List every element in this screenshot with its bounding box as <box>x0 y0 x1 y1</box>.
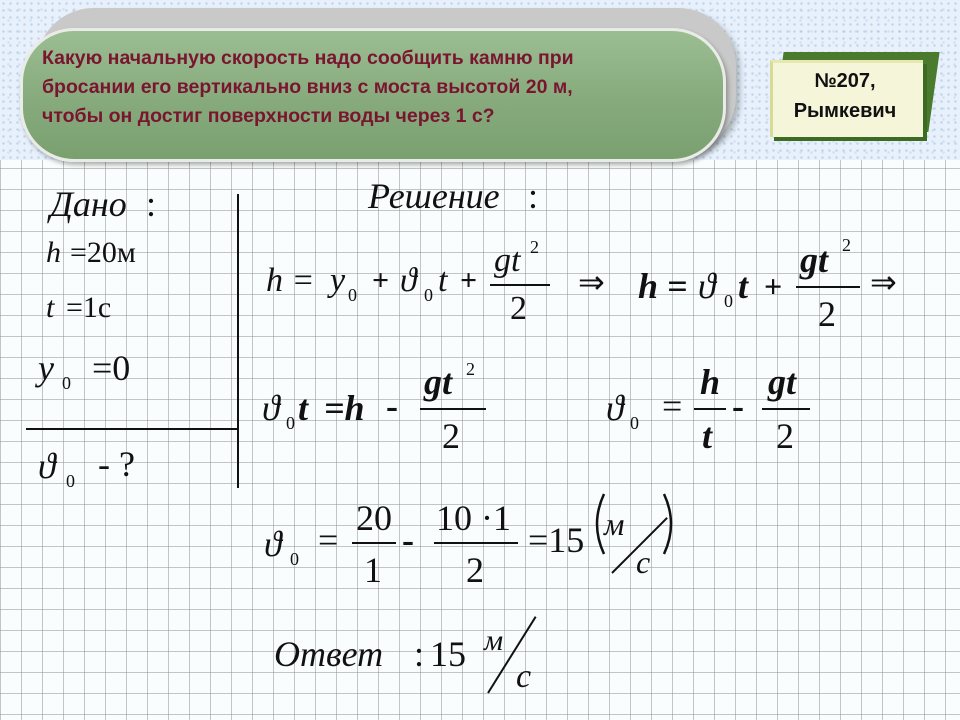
eq5-velocity-sub: 0 <box>290 549 299 569</box>
answer-unit-den: с <box>516 658 532 695</box>
eq1-y-sub: 0 <box>348 285 357 305</box>
eq2-frac-num-exp: 2 <box>842 235 851 255</box>
eq5-equals: = <box>318 520 339 560</box>
eq5-frac1-num: 20 <box>356 498 392 538</box>
eq2-implies: ⇒ <box>870 264 897 300</box>
eq1-lhs: h = <box>266 262 315 299</box>
problem-text: Какую начальную скорость надо сообщить камню при бросании его вертикально вниз с моста высотой 20 м, чтобы он достиг поверхности воды через 1 с? <box>42 47 574 127</box>
eq5-fraction-bar-2 <box>434 542 518 544</box>
eq5-result: =15 <box>528 520 585 560</box>
eq3-frac-num: gt <box>424 362 453 402</box>
eq1-plus-2: + <box>460 264 478 297</box>
eq1-plus-1: + <box>372 264 390 297</box>
given-divider-vertical <box>237 194 239 488</box>
eq4-frac1-num: h <box>700 362 721 402</box>
eq1-velocity: ϑ <box>400 262 417 299</box>
eq2-t: t <box>738 266 749 306</box>
eq4-frac2-num: gt <box>768 362 797 402</box>
eq3-fraction-bar <box>420 408 486 410</box>
given-h-var: h <box>46 236 61 269</box>
eq4-frac2-den: 2 <box>776 416 794 456</box>
given-h-value: =20м <box>70 236 136 269</box>
eq4-velocity: ϑ <box>606 388 624 428</box>
answer-colon: : <box>414 634 425 674</box>
eq3-frac-den: 2 <box>442 416 460 456</box>
solution-heading: Решение <box>368 176 500 216</box>
given-heading: Дано <box>50 184 127 224</box>
given-unknown-mark: - ? <box>98 444 135 484</box>
eq3-velocity-sub: 0 <box>286 413 295 433</box>
eq4-minus: - <box>732 386 744 426</box>
eq3-t: t <box>298 388 309 428</box>
given-divider-horizontal <box>26 428 237 430</box>
eq2-plus: + <box>764 268 783 304</box>
given-unknown-var: ϑ <box>38 446 56 486</box>
given-y-value: =0 <box>92 348 131 388</box>
eq2-lhs: h = <box>638 266 688 306</box>
given-t-var: t <box>46 291 55 324</box>
given-heading-colon: : <box>146 184 157 224</box>
eq4-frac1-den: t <box>702 416 713 456</box>
eq1-frac-den: 2 <box>510 290 527 327</box>
eq5-frac1-den: 1 <box>364 550 382 590</box>
eq2-velocity-sub: 0 <box>724 291 733 311</box>
given-y-var: y <box>38 348 54 388</box>
given-y-sub: 0 <box>62 373 71 393</box>
eq1-velocity-sub: 0 <box>424 285 433 305</box>
eq3-minus: - <box>386 386 398 426</box>
eq3-rhs: =h <box>324 388 365 428</box>
eq2-frac-num: gt <box>800 240 829 280</box>
eq5-unit-den: с <box>636 544 651 580</box>
eq1-implies: ⇒ <box>578 264 605 300</box>
given-unknown-sub: 0 <box>66 471 75 491</box>
eq5-unit-num: м <box>604 506 625 542</box>
eq5-unit-right-paren <box>660 492 680 556</box>
source-label: №207, Рымкевич <box>793 70 897 122</box>
eq5-velocity: ϑ <box>264 524 282 564</box>
eq3-frac-num-exp: 2 <box>466 359 475 379</box>
eq1-t: t <box>438 262 448 299</box>
eq5-frac2-num: 10 ·1 <box>436 498 511 538</box>
eq4-fraction-bar-2 <box>762 408 810 410</box>
eq4-equals: = <box>662 386 683 426</box>
eq2-frac-den: 2 <box>818 294 836 334</box>
solution-heading-colon: : <box>528 176 539 216</box>
answer-label: Ответ <box>274 634 384 674</box>
eq5-fraction-bar-1 <box>352 542 396 544</box>
eq4-fraction-bar-1 <box>694 408 726 410</box>
eq4-velocity-sub: 0 <box>630 413 639 433</box>
answer-unit-num: м <box>484 624 504 657</box>
eq1-fraction-bar <box>490 284 550 286</box>
eq2-velocity: ϑ <box>698 266 716 306</box>
eq1-frac-num: gt <box>494 242 521 279</box>
eq2-fraction-bar <box>796 286 860 288</box>
eq5-frac2-den: 2 <box>466 550 484 590</box>
eq3-velocity: ϑ <box>262 388 280 428</box>
given-t-value: =1с <box>66 291 112 324</box>
answer-value: 15 <box>430 634 466 674</box>
eq1-y: y <box>330 262 346 299</box>
eq1-frac-num-exp: 2 <box>530 237 539 257</box>
eq5-minus: - <box>402 520 414 560</box>
